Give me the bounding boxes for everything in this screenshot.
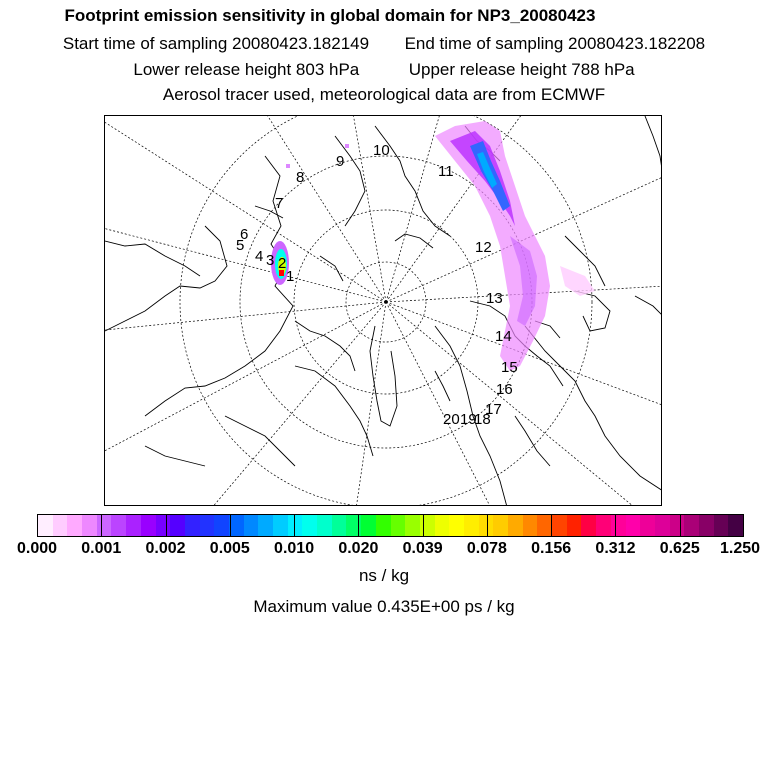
colorbar-tick — [294, 514, 295, 537]
colorbar-label-5: 0.020 — [338, 540, 379, 557]
colorbar-tick — [680, 514, 681, 537]
colorbar-label-2: 0.002 — [145, 540, 186, 557]
tracer-note: Aerosol tracer used, meteorological data are from ECMWF — [162, 85, 606, 104]
colorbar-cell — [185, 515, 200, 536]
start-time-text: Start time of sampling 20080423.182149 — [62, 34, 370, 53]
traj-label-3: 3 — [266, 252, 275, 269]
traj-label-14: 14 — [495, 328, 512, 345]
maximum-value-text: Maximum value 0.435E+00 ps / kg — [253, 597, 515, 616]
colorbar-cell — [332, 515, 347, 536]
colorbar-tick — [166, 514, 167, 537]
map-canvas — [105, 116, 662, 506]
traj-label-8: 8 — [296, 169, 305, 186]
traj-label-13: 13 — [486, 290, 503, 307]
colorbar-cell — [141, 515, 156, 536]
traj-label-11: 11 — [438, 163, 454, 180]
colorbar-cell — [170, 515, 185, 536]
colorbar-cell — [229, 515, 244, 536]
colorbar-cell — [567, 515, 582, 536]
colorbar-cell — [493, 515, 508, 536]
colorbar-tick — [358, 514, 359, 537]
traj-label-4: 4 — [255, 248, 264, 265]
colorbar-cell — [126, 515, 141, 536]
traj-label-2: 2 — [278, 255, 287, 272]
upper-height-text: Upper release height 788 hPa — [408, 60, 635, 79]
colorbar-tick — [230, 514, 231, 537]
traj-label-12: 12 — [475, 239, 492, 256]
colorbar-label-1: 0.001 — [81, 540, 122, 557]
colorbar-cell — [67, 515, 82, 536]
colorbar-cell — [435, 515, 450, 536]
colorbar-tick — [423, 514, 424, 537]
colorbar-cell — [640, 515, 655, 536]
colorbar-cell — [258, 515, 273, 536]
colorbar-cell — [214, 515, 229, 536]
colorbar-cell — [596, 515, 611, 536]
colorbar-cell — [361, 515, 376, 536]
colorbar-cell — [111, 515, 126, 536]
colorbar-cell — [552, 515, 567, 536]
colorbar-cell — [464, 515, 479, 536]
traj-label-9: 9 — [336, 153, 345, 170]
colorbar-cell — [611, 515, 626, 536]
traj-label-20: 20 — [443, 411, 460, 428]
colorbar-cell — [391, 515, 406, 536]
colorbar-cell — [82, 515, 97, 536]
traj-label-17: 17 — [485, 401, 502, 418]
colorbar-cell — [655, 515, 670, 536]
plot-title: Footprint emission sensitivity in global domain for NP3_20080423 — [64, 6, 596, 25]
colorbar-cell — [38, 515, 53, 536]
small-patch-2 — [345, 144, 349, 148]
colorbar-cell — [53, 515, 68, 536]
colorbar-cell — [670, 515, 685, 536]
colorbar-cell — [699, 515, 714, 536]
release-heights — [0, 60, 768, 80]
traj-label-15: 15 — [501, 359, 518, 376]
colorbar-tick — [551, 514, 552, 537]
meridian-lines — [105, 116, 662, 506]
colorbar-cell — [200, 515, 215, 536]
colorbar-label-4: 0.010 — [274, 540, 315, 557]
colorbar-label-3: 0.005 — [209, 540, 250, 557]
colorbar-label-9: 0.312 — [595, 540, 636, 557]
coastlines — [105, 116, 662, 506]
colorbar-label-11: 1.250 — [719, 540, 761, 557]
traj-label-7: 7 — [275, 195, 284, 212]
colorbar-cell — [405, 515, 420, 536]
lower-height-text: Lower release height 803 hPa — [133, 60, 360, 79]
colorbar-cell — [508, 515, 523, 536]
traj-label-5: 5 — [236, 237, 245, 254]
colorbar-cell — [317, 515, 332, 536]
colorbar-label-7: 0.078 — [466, 540, 507, 557]
colorbar-label-10: 0.625 — [659, 540, 700, 557]
colorbar-cell — [449, 515, 464, 536]
traj-label-10: 10 — [373, 142, 390, 159]
plume-east-patch — [560, 266, 595, 296]
traj-label-16: 16 — [496, 381, 513, 398]
colorbar-cell — [581, 515, 596, 536]
colorbar-cell — [714, 515, 729, 536]
colorbar-tick — [101, 514, 102, 537]
colorbar-label-8: 0.156 — [531, 540, 572, 557]
colorbar-cell — [376, 515, 391, 536]
colorbar-label-0: 0.000 — [16, 540, 58, 557]
colorbar-cell — [684, 515, 699, 536]
colorbar-tick — [487, 514, 488, 537]
traj-label-6: 6 — [240, 226, 249, 243]
colorbar-cell — [156, 515, 171, 536]
colorbar-cell — [273, 515, 288, 536]
colorbar-label-6: 0.039 — [402, 540, 443, 557]
colorbar — [37, 514, 744, 537]
colorbar-cell — [523, 515, 538, 536]
sampling-times — [0, 34, 768, 54]
colorbar-cell — [244, 515, 259, 536]
traj-label-18: 18 — [474, 411, 491, 428]
colorbar-cell — [302, 515, 317, 536]
colorbar-tick — [615, 514, 616, 537]
colorbar-cell — [97, 515, 112, 536]
end-time-text: End time of sampling 20080423.182208 — [404, 34, 706, 53]
traj-label-1: 1 — [286, 268, 295, 285]
colorbar-cell — [537, 515, 552, 536]
footprint-plume — [271, 121, 595, 371]
colorbar-cell — [626, 515, 641, 536]
colorbar-cell — [728, 515, 743, 536]
small-patch — [286, 164, 290, 168]
colorbar-unit: ns / kg — [358, 566, 410, 585]
footprint-map — [104, 115, 662, 506]
traj-label-19: 19 — [460, 411, 477, 428]
